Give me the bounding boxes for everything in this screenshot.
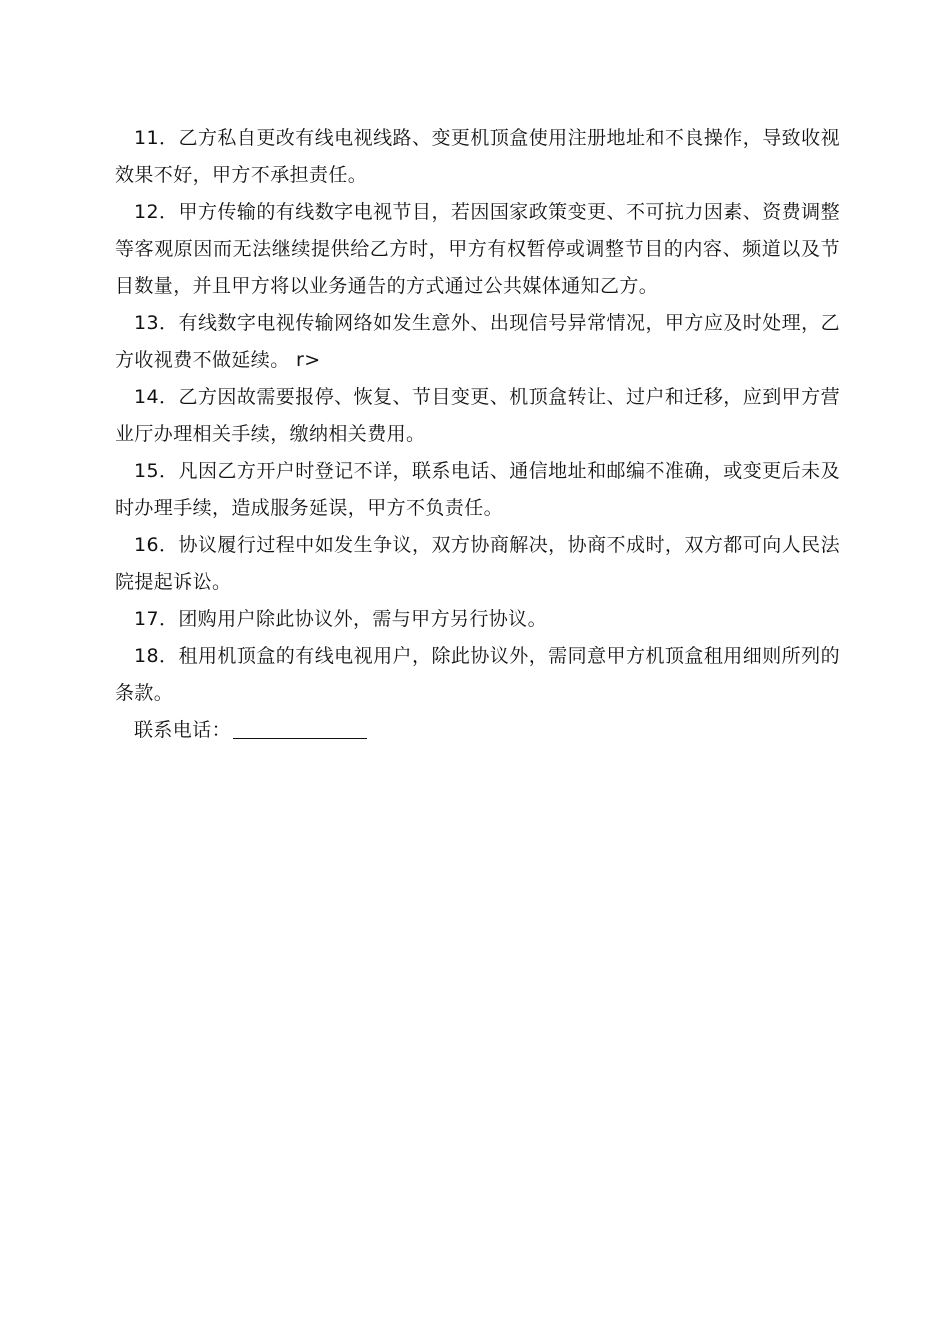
contact-phone-label: 联系电话：	[134, 719, 232, 741]
agreement-body	[115, 120, 840, 749]
clause-14: 14．乙方因故需要报停、恢复、节目变更、机顶盒转让、过户和迁移，应到甲方营业厅办理相关手续，缴纳相关费用。	[115, 386, 840, 445]
clause-16: 16．协议履行过程中如发生争议，双方协商解决，协商不成时，双方都可向人民法院提起诉讼。	[115, 534, 840, 593]
clause-11: 11．乙方私自更改有线电视线路、变更机顶盒使用注册地址和不良操作，导致收视效果不好，甲方不承担责任。	[115, 127, 840, 186]
contact-phone-blank	[233, 718, 367, 739]
clause-13: 13．有线数字电视传输网络如发生意外、出现信号异常情况，甲方应及时处理，乙方收视费不做延续。 r>	[115, 312, 840, 371]
clause-18: 18．租用机顶盒的有线电视用户，除此协议外，需同意甲方机顶盒租用细则所列的条款。	[115, 645, 840, 704]
clause-12: 12．甲方传输的有线数字电视节目，若因国家政策变更、不可抗力因素、资费调整等客观原因而无法继续提供给乙方时，甲方有权暂停或调整节目的内容、频道以及节目数量，并且甲方将以业务通告的方式通过公共媒体通知乙方。	[115, 201, 840, 297]
contact-phone-line	[115, 712, 840, 749]
clause-15: 15．凡因乙方开户时登记不详，联系电话、通信地址和邮编不准确，或变更后未及时办理手续，造成服务延误，甲方不负责任。	[115, 460, 840, 519]
clause-17: 17．团购用户除此协议外，需与甲方另行协议。	[134, 608, 547, 630]
